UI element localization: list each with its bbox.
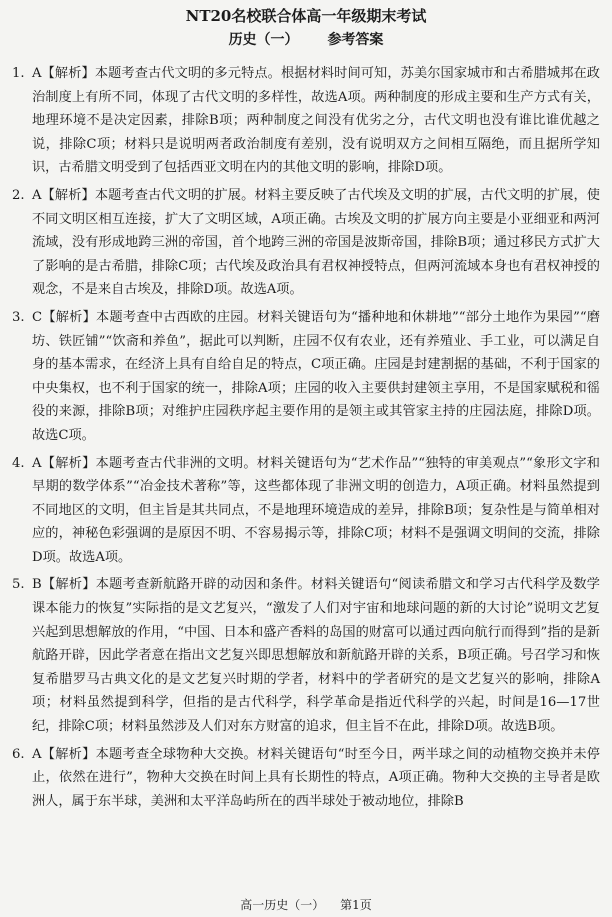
answer-explanation: B【解析】本题考查新航路开辟的动因和条件。材料关键语句“阅读希腊文和学习古代科学及数学课本能力的恢复”实际指的是文艺复兴，“激发了人们对宇宙和地球问题的新的大讨论”说明文艺复兴起到思想解放的作用，“中国、日本和盛产香料的岛国的财富可以通过西向航行而得到”指的是新航路开辟，因此学者意在指出文艺复兴即思想解放和新航路开辟的关系，B项正确。号召学习和恢复希腊罗马古典文化的是文艺复兴时期的学者，材料中的学者研究的是文艺复兴的影响，排除A项；材料虽然提到科学，但指的是古代科学，科学革命是指近代科学的兴起，时间是16—17世纪，排除C项；材料虽然涉及人们对东方财富的追求，但主旨不在此，排除D项。故选B项。	[32, 577, 600, 735]
answer-number: 5.	[12, 577, 25, 593]
answer-number: 1.	[12, 66, 25, 81]
answer-list	[12, 62, 600, 817]
answer-key-label: 参考答案	[327, 32, 384, 48]
answer-item-6	[12, 743, 600, 814]
page-footer	[0, 897, 612, 913]
page-number: 第1页	[340, 898, 372, 912]
answer-number: 3.	[12, 309, 25, 325]
subject-label: 历史（一）	[228, 32, 299, 48]
answer-explanation: A【解析】本题考查古代文明的扩展。材料主要反映了古代埃及文明的扩展，古代文明的扩展，使不同文明区相互连接，扩大了文明区域，A项正确。古埃及文明的扩展方向主要是小亚细亚和两河流域，没有形成地跨三洲的帝国，首个地跨三洲的帝国是波斯帝国，排除B项；通过移民方式扩大了影响的是古希腊，排除C项；古代埃及政治具有君权神授特点，但两河流域本身也有君权神授的观念，不是来自古埃及，排除D项。故选A项。	[32, 187, 600, 298]
answer-item-4	[12, 452, 600, 570]
exam-subtitle	[0, 30, 612, 50]
answer-explanation: A【解析】本题考查古代非洲的文明。材料关键语句为“艺术作品”“独特的审美观点”“象形文字和早期的数学体系”“冶金技术著称”等，这些都体现了非洲文明的创造力，A项正确。材料虽然提到不同地区的文明，但主旨是其共同点，不是地理环境造成的差异，排除B项；复杂性是与简单相对应的，神秘色彩强调的是原因不明、不容易揭示等，排除C项；材料不是强调文明间的交流，排除D项。故选A项。	[32, 455, 600, 565]
exam-title: NT20名校联合体高一年级期末考试	[185, 7, 427, 25]
answer-item-1	[12, 62, 600, 180]
answer-number: 2.	[12, 187, 25, 203]
answer-explanation: C【解析】本题考查中古西欧的庄园。材料关键语句为“播种地和休耕地”“部分土地作为果园”“磨坊、铁匠铺”“饮斋和养鱼”，据此可以判断，庄园不仅有农业，还有养殖业、手工业，可以满足自身的基本需求，在经济上具有自给自足的特点，C项正确。庄园是封建割据的基础，不利于国家的中央集权，也不利于国家的统一，排除A项；庄园的收入主要供封建领主享用，不是国家赋税和徭役的来源，排除B项；对维护庄园秩序起主要作用的是领主或其管家主持的庄园法庭，排除D项。故选C项。	[32, 309, 600, 443]
answer-item-3	[12, 306, 600, 448]
answer-number: 6.	[12, 746, 25, 762]
answer-item-2	[12, 184, 600, 302]
answer-item-5	[12, 573, 600, 738]
answer-explanation: A【解析】本题考查全球物种大交换。材料关键语句“时至今日，两半球之间的动植物交换并未停止，依然在进行”，物种大交换在时间上具有长期性的特点，A项正确。物种大交换的主导者是欧洲人，属于东半球，美洲和太平洋岛屿所在的西半球处于被动地位，排除B	[32, 746, 600, 809]
answer-number: 4.	[12, 455, 25, 471]
answer-explanation: A【解析】本题考查古代文明的多元特点。根据材料时间可知，苏美尔国家城市和古希腊城邦在政治制度上有所不同，体现了古代文明的多样性，故选A项。两种制度的形成主要和生产方式有关，地理环境不是决定因素，排除B项；两种制度之间没有优劣之分，古代文明也没有谁比谁优越之说，排除C项；材料只是说明两者政治制度有差别，没有说明双方之间相互隔绝，而且据所学知识，古希腊文明受到了包括西亚文明在内的其他文明的影响，排除D项。	[32, 66, 600, 176]
footer-subject: 高一历史（一）	[240, 898, 325, 912]
